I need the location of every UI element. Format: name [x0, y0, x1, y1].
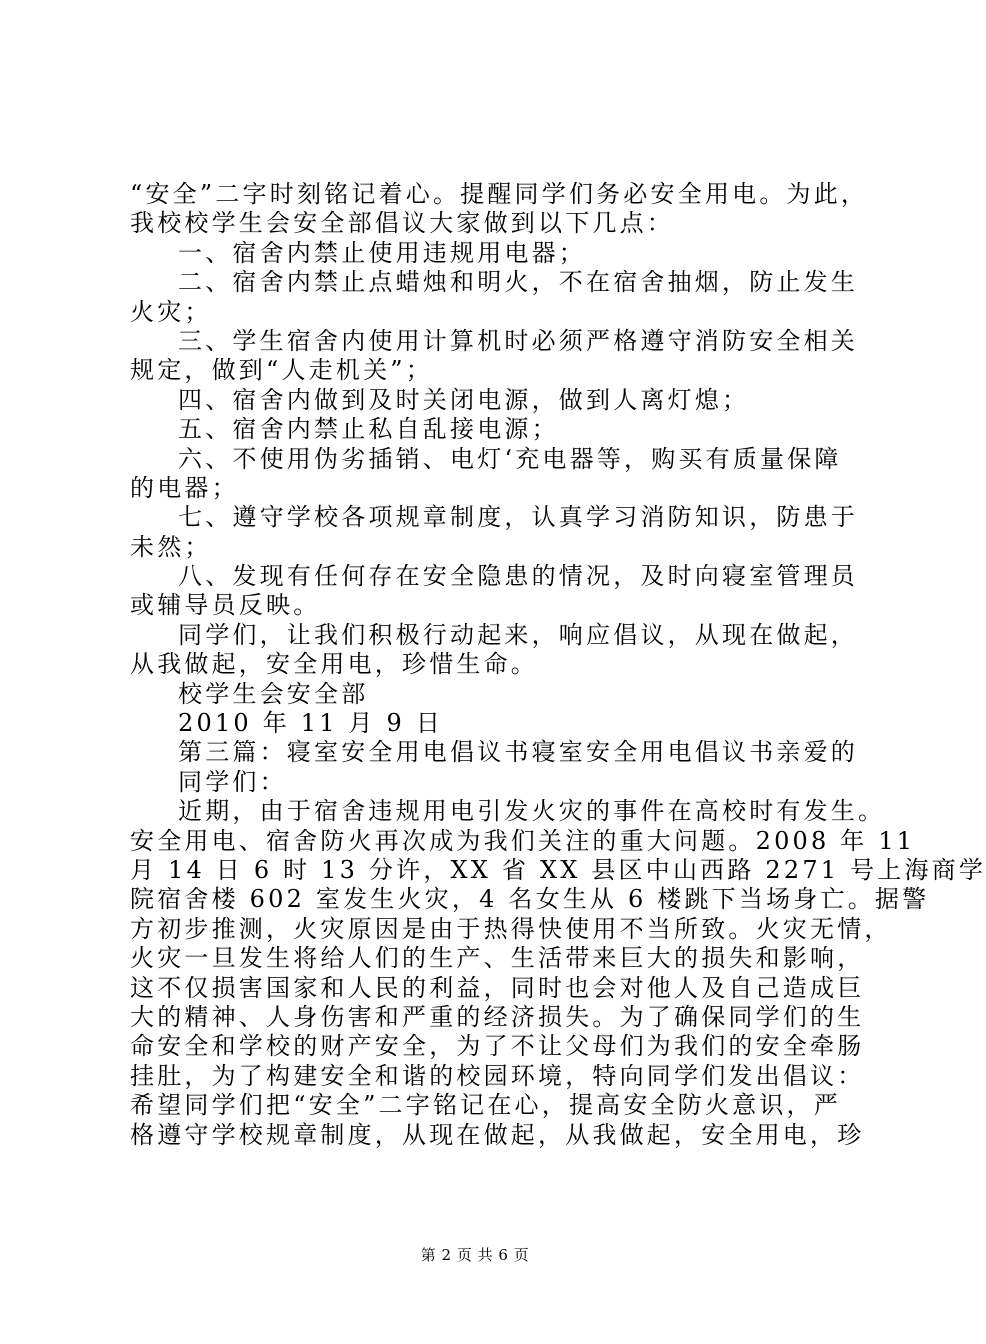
text-line: 的电器； — [130, 473, 239, 502]
document-body — [130, 180, 986, 1150]
text-line: 安全用电、宿舍防火再次成为我们关注的重大问题。2008 年 11 — [130, 826, 916, 855]
text-line: 院宿舍楼 602 室发生火灾，4 名女生从 6 楼跳下当场身亡。据警 — [130, 885, 930, 914]
text-line: 挂肚，为了构建安全和谐的校园环境，特向同学们发出倡议： — [130, 1061, 865, 1090]
text-line: 方初步推测，火灾原因是由于热得快使用不当所致。火灾无情， — [130, 914, 892, 943]
text-line: 六、不使用伪劣插销、电灯‘充电器等，购买有质量保障 — [178, 444, 842, 473]
text-line: 五、宿舍内禁止私自乱接电源； — [178, 415, 559, 444]
text-line: 格遵守学校规章制度，从现在做起，从我做起，安全用电，珍 — [130, 1120, 865, 1149]
text-line: 二、宿舍内禁止点蜡烛和明火，不在宿舍抽烟，防止发生 — [178, 268, 858, 297]
text-line: 我校校学生会安全部倡议大家做到以下几点： — [130, 209, 674, 238]
text-line: 近期，由于宿舍违规用电引发火灾的事件在高校时有发生。 — [178, 797, 886, 826]
text-line: 一、宿舍内禁止使用违规用电器； — [178, 238, 586, 267]
text-line: 七、遵守学校各项规章制度，认真学习消防知识，防患于 — [178, 503, 858, 532]
text-line: 未然； — [130, 532, 212, 561]
text-line: 大的精神、人身伤害和严重的经济损失。为了确保同学们的生 — [130, 1002, 865, 1031]
text-line: 2010 年 11 月 9 日 — [178, 709, 444, 738]
text-line: 第三篇：寝室安全用电倡议书寝室安全用电倡议书亲爱的 — [178, 738, 858, 767]
text-line: 火灾一旦发生将给人们的生产、生活带来巨大的损失和影响， — [130, 944, 865, 973]
text-line: 火灾； — [130, 297, 212, 326]
text-line: 四、宿舍内做到及时关闭电源，做到人离灯熄； — [178, 385, 750, 414]
text-line: 规定，做到“人走机关”； — [130, 356, 433, 385]
text-line: 同学们，让我们积极行动起来，响应倡议，从现在做起， — [178, 620, 858, 649]
text-line: 这不仅损害国家和人民的利益，同时也会对他人及自己造成巨 — [130, 973, 865, 1002]
text-line: 希望同学们把“安全”二字铭记在心，提高安全防火意识，严 — [130, 1091, 841, 1120]
page-footer: 第 2 页 共 6 页 — [420, 1246, 530, 1264]
text-line: 同学们： — [178, 767, 287, 796]
text-line: 或辅导员反映。 — [130, 591, 321, 620]
text-line: 八、发现有任何存在安全隐患的情况，及时向寝室管理员 — [178, 562, 858, 591]
text-line: 校学生会安全部 — [178, 679, 369, 708]
text-line: “安全”二字时刻铭记着心。提醒同学们务必安全用电。为此， — [130, 180, 869, 208]
text-line: 三、学生宿舍内使用计算机时必须严格遵守消防安全相关 — [178, 326, 858, 355]
text-line: 从我做起，安全用电，珍惜生命。 — [130, 650, 538, 679]
text-line: 命安全和学校的财产安全，为了不让父母们为我们的安全牵肠 — [130, 1032, 865, 1061]
text-line: 月 14 日 6 时 13 分许，XX 省 XX 县区中山西路 2271 号上海商学 — [130, 855, 986, 884]
